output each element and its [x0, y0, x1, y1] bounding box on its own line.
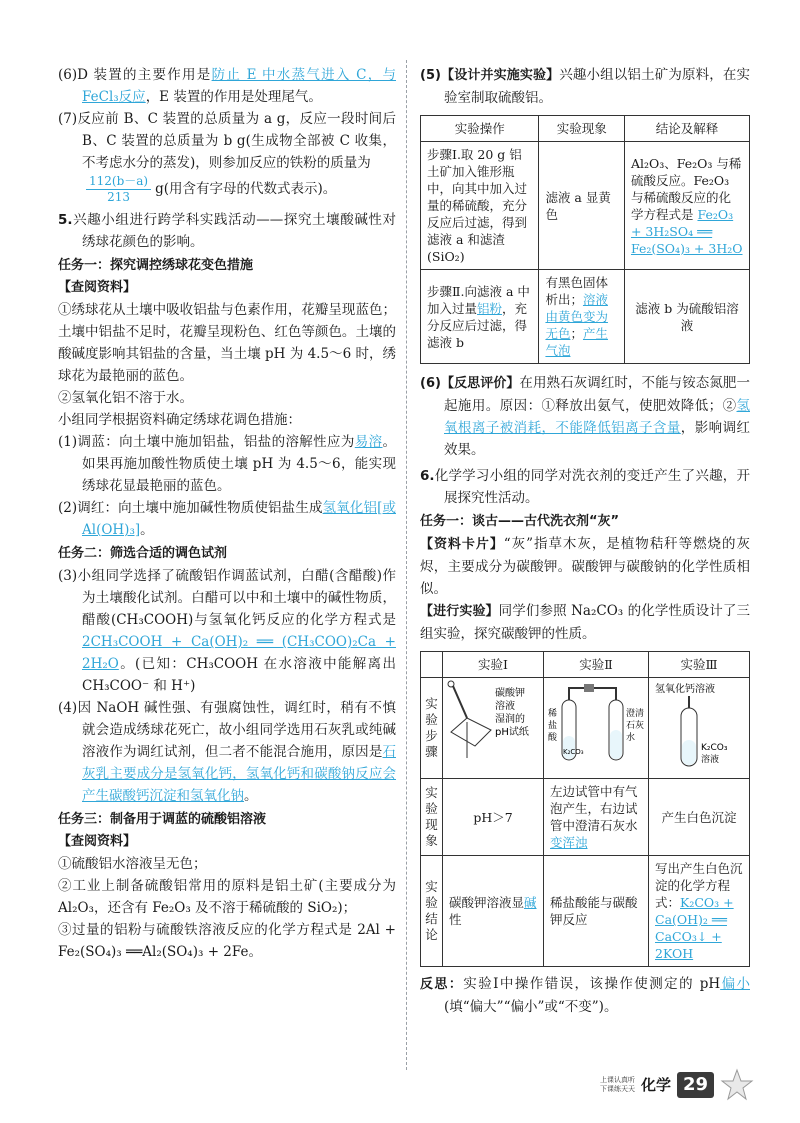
q5-2-answer: 氢氧化铝[或 Al(OH)₃] — [82, 500, 396, 538]
q6d-answer: 防止 E 中水蒸气进入 C，与 FeCl₃反应 — [82, 67, 396, 105]
header-conclusion: 结论及解释 — [624, 116, 749, 142]
info-3-1: ①硫酸铝水溶液呈无色； — [58, 856, 207, 872]
question-6d — [58, 64, 396, 108]
question-5-1 — [58, 431, 396, 497]
gas-test-figure — [546, 680, 646, 772]
column-divider — [406, 60, 407, 1070]
exp3-conc-text: 写出产生白色沉淀的化学方程式： — [655, 861, 743, 910]
question-5-6 — [420, 372, 750, 461]
table-row — [421, 142, 750, 270]
row-label-phenomenon: 实验现象 — [421, 779, 443, 856]
step2-operation — [421, 270, 539, 364]
exp2-phen-answer: 变浑浊 — [550, 835, 588, 850]
exp1-conc-text: 碳酸钾溶液显 — [449, 895, 525, 910]
question-7-answer-line — [58, 174, 396, 205]
info-2: ②氢氧化铝不溶于水。 — [58, 390, 193, 406]
step2-op-answer: 铝粉 — [477, 300, 503, 316]
q5-2-text-post: 。 — [140, 522, 154, 538]
table-row-phenomenon — [421, 779, 750, 856]
question-5-4 — [58, 697, 396, 807]
task-3-heading: 任务三：制备用于调蓝的硫酸铝溶液 — [58, 812, 267, 827]
q5-4-text-post: 。 — [244, 788, 258, 804]
row-label-conclusion: 实验结论 — [421, 856, 443, 967]
question-5-3 — [58, 565, 396, 697]
star-icon — [720, 1068, 754, 1102]
data-card — [420, 533, 750, 600]
q5-6-text-post: ，影响调红效果。 — [444, 420, 751, 458]
fig2-label-l1: 稀 — [548, 709, 558, 719]
glass-rod-icon — [448, 681, 467, 718]
fig3-solution-label: 溶液 — [701, 755, 720, 765]
card-text: “灰”指草木灰，是植物秸秆等燃烧的灰烬，主要成分为碳酸钾。碳酸钾与碳酸钠的化学性质相似。 — [420, 536, 750, 597]
fig2-label-r2: 石灰 — [626, 721, 645, 731]
q5-6-answer: 氢氧根离子被消耗，不能降低铝离子含量 — [444, 398, 750, 436]
q7-text: (7)反应前 B、C 装置的总质量为 a g，反应一段时间后 B、C 装置的总质量为 b g(生成物全部被 C 收集，不考虑水分的蒸发)，则参加反应的铁粉的质量为 — [58, 111, 396, 171]
q6d-text: (6)D 装置的主要作用是 — [58, 67, 212, 83]
task-1-heading: 任务一：探究调控绣球花变色措施 — [58, 258, 254, 273]
exp1-conc-text-post: 性 — [449, 912, 462, 927]
q5-3-text: (3)小组同学选择了硫酸铝作调蓝试剂，白醋(含醋酸)作为土壤酸化试剂。白醋可以中和土壤中的碱性物质，醋酸(CH₃COOH)与氢氧化钙反应的化学方程式是 — [58, 568, 396, 628]
q7-text-post: g(用含有字母的代数式表示)。 — [155, 181, 337, 197]
q5-6-text: 在用熟石灰调红时，不能与铵态氮肥一起施用。原因：①释放出氨气，使肥效降低；② — [444, 375, 750, 414]
q5-4-answer: 石灰乳主要成分是氢氧化钙，氢氧化钙和碳酸钠反应会产生碳酸钙沉淀和氢氧化钠 — [82, 744, 396, 804]
task-2-heading: 任务二：筛选合适的调色试剂 — [58, 546, 228, 561]
exp2-phenomenon — [544, 779, 649, 856]
right-column — [420, 64, 750, 1018]
fig2-label-r3: 水 — [626, 733, 636, 743]
exp3-conclusion — [649, 856, 750, 967]
header-exp-1: 实验Ⅰ — [443, 652, 544, 678]
fig2-k2co3-label: K₂CO₃ — [563, 748, 584, 756]
table-row — [421, 270, 750, 364]
info-3-3: ③过量的铝粉与硫酸铁溶液反应的化学方程式是 2Al + Fe₂(SO₄)₃ ══Al₂(SO₄)₃ + 2Fe。 — [58, 922, 396, 960]
fig1-label-1: 碳酸钾 — [495, 688, 525, 699]
step1-conclusion — [624, 142, 749, 270]
fig1-label-3: 湿润的 — [495, 714, 525, 725]
experiment-tag: 【进行实验】 — [420, 604, 499, 619]
q5-3-text-post: 。(已知：CH₃COOH 在水溶液中能解离出 CH₃COO⁻ 和 H⁺) — [82, 656, 396, 694]
step2-phenomenon: 有黑色固体析出；溶液由黄色变为无色；产生气泡 — [539, 270, 625, 364]
experiment-table-1 — [420, 115, 750, 364]
fig3-k2co3-label: K₂CO₃ — [701, 743, 728, 753]
ph-paper-icon — [451, 718, 491, 758]
table-header-row — [421, 116, 750, 142]
q5-2-text: (2)调红：向土壤中施加碱性物质使铝盐生成 — [58, 500, 323, 516]
q5-3-answer: 2CH₃COOH + Ca(OH)₂ ══ (CH₃COO)₂Ca + 2H₂O — [82, 634, 396, 672]
reference-heading-3: 【查阅资料】 — [58, 834, 137, 849]
step2-conclusion: 滤液 b 为硫酸铝溶液 — [624, 270, 749, 364]
fig2-label-l2: 盐 — [548, 721, 558, 731]
header-operation: 实验操作 — [421, 116, 539, 142]
row-label-steps: 实验步骤 — [421, 678, 443, 779]
experiment-table-2 — [420, 651, 750, 967]
exp3-phenomenon: 产生白色沉淀 — [649, 779, 750, 856]
measures-intro: 小组同学根据资料确定绣球花调色措施： — [58, 412, 301, 428]
fig2-label-r1: 澄清 — [626, 709, 645, 719]
step2-phen-answer-1: 溶液由黄色变为无色 — [545, 292, 608, 341]
q5-1-text: (1)调蓝：向土壤中施加铝盐，铝盐的溶解性应为 — [58, 434, 355, 450]
reflection-tag: 反思： — [420, 977, 464, 992]
exp3-figure-cell — [649, 678, 750, 779]
q5-text: 兴趣小组进行跨学科实践活动——探究土壤酸碱性对绣球花颜色的影响。 — [72, 212, 396, 250]
fig1-label-2: 溶液 — [495, 701, 515, 712]
experiment-intro — [420, 600, 750, 645]
test-tube-right-icon — [609, 700, 623, 760]
q5-4-text: (4)因 NaOH 碱性强、有强腐蚀性，调红时，稍有不慎就会造成绣球花死亡，故小组同学选用石灰乳或纯碱溶液作为调红试剂，但二者不能混合施用，原因是 — [58, 700, 396, 760]
question-5 — [58, 209, 396, 253]
test-tube-icon — [681, 708, 697, 766]
ph-paper-figure — [445, 680, 541, 772]
q6d-text-post: ，E 装置的作用是处理尾气。 — [145, 89, 322, 105]
page-number: 29 — [677, 1072, 714, 1098]
exp1-conclusion — [443, 856, 544, 967]
q5-5-tag: (5)【设计并实施实验】 — [420, 68, 560, 83]
exp3-conc-answer: K₂CO₃ + Ca(OH)₂ ══ CaCO₃↓ + 2KOH — [655, 895, 734, 961]
step2-op-text-post: ，充分反应后过滤，得滤液 b — [427, 300, 528, 350]
q5-number: 5. — [58, 212, 73, 228]
q5-1-answer: 易溶 — [354, 434, 383, 450]
header-phenomenon: 实验现象 — [539, 116, 625, 142]
slogan-line-1: 上课认真听 — [600, 1076, 635, 1084]
reflection-answer: 偏小 — [720, 976, 750, 992]
header-exp-2: 实验Ⅱ — [544, 652, 649, 678]
experiment-text: 同学们参照 Na₂CO₃ 的化学性质设计了三组实验，探究碳酸钾的性质。 — [420, 603, 750, 642]
q7-fraction — [86, 174, 151, 205]
exp2-conclusion: 稀盐酸能与碳酸钾反应 — [544, 856, 649, 967]
card-tag: 【资料卡片】 — [420, 537, 504, 552]
reference-heading: 【查阅资料】 — [58, 280, 137, 295]
exp2-figure-cell — [544, 678, 649, 779]
q5-1-text-post: 。如果再施加酸性物质使土壤 pH 为 4.5～6，能实现绣球花显最艳丽的蓝色。 — [82, 434, 397, 494]
step1-answer: Fe₂O₃ + 3H₂SO₄ ══ Fe₂(SO₄)₃ + 3H₂O — [630, 206, 743, 256]
info-1: ①绣球花从土壤中吸收铝盐与色素作用，花瓣呈现蓝色；土壤中铝盐不足时，花瓣呈现粉色、红色等颜色。土壤的酸碱度影响其铝盐的含量，当土壤 pH 为 4.5～6 时，绣球花为最艳丽的蓝色。 — [58, 302, 396, 384]
reflection-text-post: (填“偏大”“偏小”或“不变”)。 — [444, 999, 618, 1015]
step2-op-text: 步骤Ⅱ.向滤液 a 中加入过量 — [427, 283, 530, 316]
step2-phen-text: 有黑色固体析出； — [545, 275, 608, 307]
exp1-phenomenon: pH＞7 — [443, 779, 544, 856]
header-exp-3: 实验Ⅲ — [649, 652, 750, 678]
table-row-conclusion — [421, 856, 750, 967]
fig2-label-l3: 酸 — [548, 733, 558, 743]
subject-label: 化学 — [641, 1076, 672, 1094]
question-5-2 — [58, 497, 396, 541]
question-6 — [420, 465, 750, 509]
page-footer — [600, 1068, 754, 1102]
slogan-line-2: 下课练天天 — [600, 1085, 635, 1093]
q5-5-text: 兴趣小组以铝土矿为原料，在实验室制取硫酸铝。 — [444, 67, 750, 106]
step2-phen-answer-2: 产生气泡 — [545, 326, 608, 358]
q5-6-tag: (6)【反思评价】 — [420, 376, 520, 391]
info-3-2: ②工业上制备硫酸铝常用的原料是铝土矿(主要成分为 Al₂O₃，还含有 Fe₂O₃ 及不溶于稀硫酸的 SiO₂)； — [58, 878, 396, 916]
question-5-5 — [420, 64, 750, 109]
table-row-steps — [421, 678, 750, 779]
question-7 — [58, 108, 396, 174]
fig3-top-label: 氢氧化钙溶液 — [655, 684, 715, 695]
reflection-text: 实验Ⅰ中操作错误，该操作使测定的 pH — [463, 976, 721, 992]
step1-phenomenon: 滤液 a 显黄色 — [539, 142, 625, 270]
table-header-row — [421, 652, 750, 678]
left-column — [58, 64, 396, 963]
corner-cell — [421, 652, 443, 678]
precipitate-figure — [651, 680, 747, 772]
q6-task-1-heading: 任务一：谈古——古代洗衣剂“灰” — [420, 514, 620, 529]
footer-slogan — [600, 1076, 635, 1094]
q6-number: 6. — [420, 468, 435, 484]
q7-denominator: 213 — [107, 190, 130, 204]
exp1-figure-cell — [443, 678, 544, 779]
reflection — [420, 973, 750, 1018]
exp2-phen-text: 左边试管中有气泡产生，右边试管中澄清石灰水 — [550, 784, 638, 833]
fig1-label-4: pH试纸 — [495, 727, 529, 738]
step1-conclusion-text: Al₂O₃、Fe₂O₃ 与稀硫酸反应。Fe₂O₃ 与稀硫酸反应的化学方程式是 — [630, 155, 742, 222]
q6-text: 化学学习小组的同学对洗衣剂的变迁产生了兴趣，开展探究性活动。 — [434, 468, 750, 506]
q7-numerator: 112(b－a) — [86, 174, 151, 190]
step1-operation: 步骤Ⅰ.取 20 g 铝土矿加入锥形瓶中，向其中加入过量的稀硫酸，充分反应后过滤，得到滤液 a 和滤渣(SiO₂) — [421, 142, 539, 270]
exp1-conc-answer: 碱 — [524, 895, 537, 910]
